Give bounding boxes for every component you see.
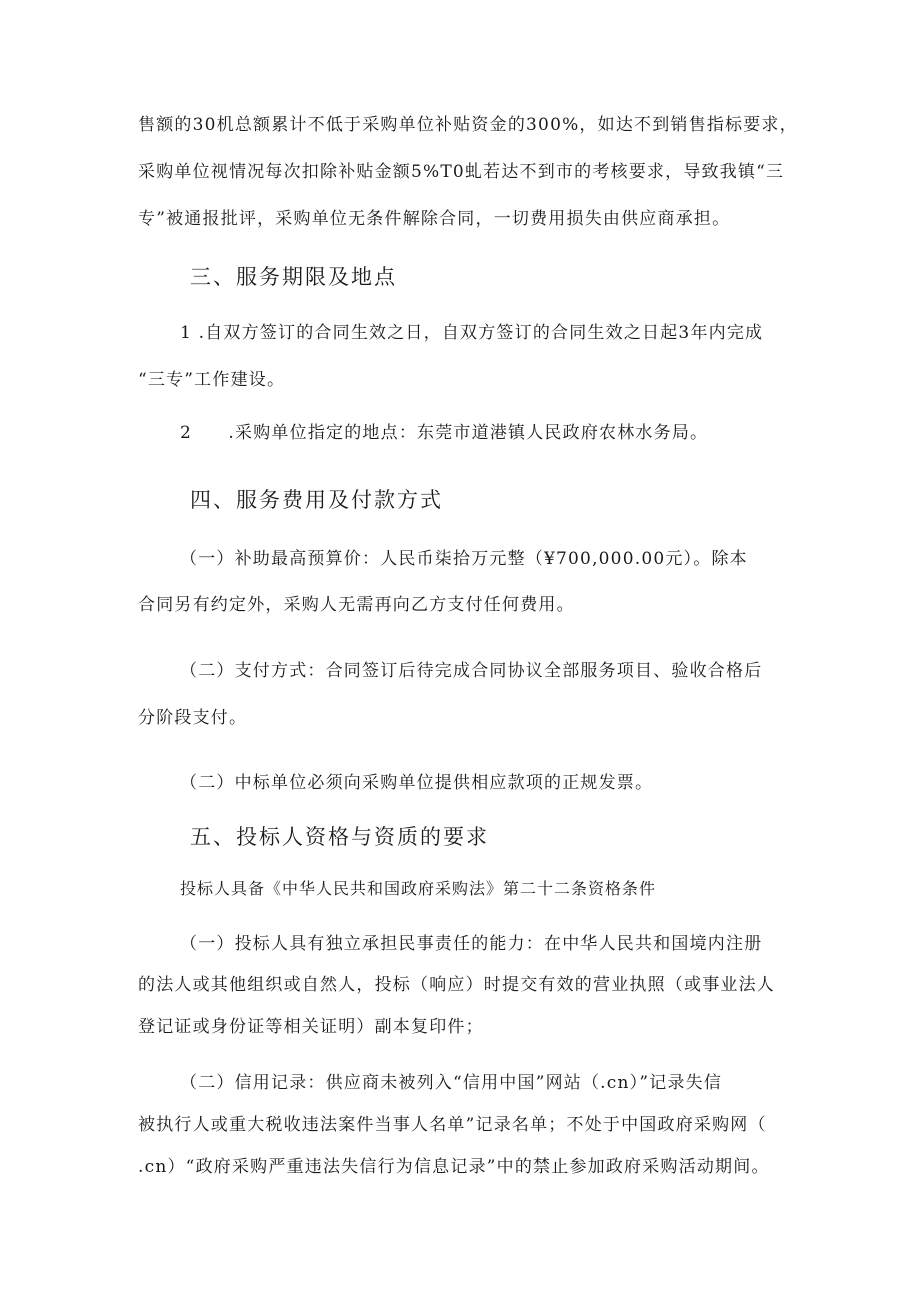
paragraph-line: 被执行人或重大税收违法案件当事人名单”记录名单；不处于中国政府采购网（: [138, 1115, 767, 1135]
paragraph-line: 专”被通报批评，采购单位无条件解除合同，一切费用损失由供应商承担。: [138, 209, 731, 229]
paragraph-line: （二）信用记录：供应商未被列入“信用中国”网站（.cn）”记录失信: [180, 1073, 723, 1093]
paragraph-line: （二）支付方式：合同签订后待完成合同协议全部服务项目、验收合格后: [180, 661, 763, 681]
paragraph-line: 1 .自双方签订的合同生效之日，自双方签订的合同生效之日起3年内完成: [180, 323, 764, 343]
paragraph-line: “三专”工作建设。: [138, 370, 286, 390]
section-heading-3: 三、服务期限及地点: [190, 265, 397, 289]
paragraph-line: 分阶段支付。: [138, 708, 248, 728]
paragraph-line: （二）中标单位必须向采购单位提供相应款项的正规发票。: [180, 773, 654, 793]
paragraph-line: 的法人或其他组织或自然人，投标（响应）时提交有效的营业执照（或事业法人: [138, 975, 775, 995]
paragraph-line: 售额的30机总额累计不低于采购单位补贴资金的300%，如达不到销售指标要求，: [138, 115, 798, 135]
paragraph-line: （一）补助最高预算价：人民币柒拾万元整（¥700,000.00元）。除本: [180, 549, 748, 569]
section-heading-4: 四、服务费用及付款方式: [190, 488, 443, 512]
paragraph-line: 采购单位视情况每次扣除补贴金额5%T0虬若达不到市的考核要求，导致我镇“三: [138, 162, 785, 182]
paragraph-line: .cn）“政府采购严重违法失信行为信息记录”中的禁止参加政府采购活动期间。: [138, 1157, 770, 1177]
paragraph-line: 合同另有约定外，采购人无需再向乙方支付任何费用。: [138, 595, 575, 615]
paragraph-line: 2 .采购单位指定的地点：东莞市道港镇人民政府农林水务局。: [180, 423, 709, 443]
section-heading-5: 五、投标人资格与资质的要求: [190, 825, 489, 849]
paragraph-line: 登记证或身份证等相关证明）副本复印件；: [138, 1017, 484, 1037]
paragraph-line: 投标人具备《中华人民共和国政府采购法》第二十二条资格条件: [180, 879, 657, 898]
paragraph-line: （一）投标人具有独立承担民事责任的能力：在中华人民共和国境内注册: [180, 934, 763, 954]
